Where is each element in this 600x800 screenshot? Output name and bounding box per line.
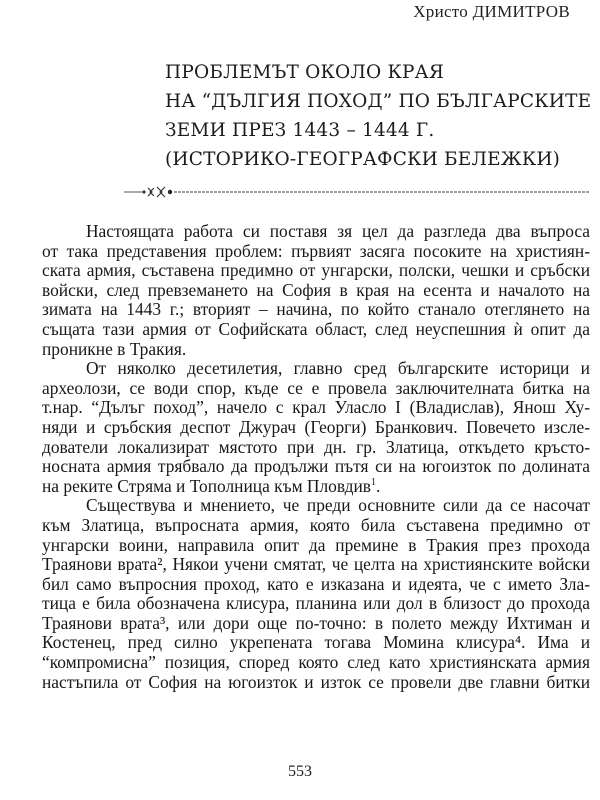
text-line: проникне в Тракия. bbox=[42, 338, 187, 359]
text-line: Траянови врата³, или дори още по-точно: в полето между Ихтиман и bbox=[42, 612, 590, 633]
text-line: От няколко десетилетия, главно сред българските историци и bbox=[86, 358, 590, 379]
text-line: Съществува и мнението, че преди основните сили да се насочат bbox=[86, 495, 590, 516]
title-line: (ИСТОРИКО-ГЕОГРАФСКИ БЕЛЕЖКИ) bbox=[165, 149, 561, 170]
text-line: войски, след превземането на София в края на есента и началото на bbox=[42, 279, 590, 300]
paragraph bbox=[42, 222, 590, 359]
text-line: от така представения проблем: първият засяга посоките на християн- bbox=[42, 240, 590, 261]
text-line: дователи локализират мястото при дн. гр. Златица, откъдето кръсто- bbox=[42, 436, 590, 457]
text-line-content: на реките Стряма и Тополница към Пловдив bbox=[42, 475, 372, 496]
article-title bbox=[165, 58, 592, 174]
page-number: 553 bbox=[288, 763, 312, 780]
text-line: тица е била обозначена клисура, планина или дол в близост до прохода bbox=[42, 593, 590, 614]
title-line: ЗЕМИ ПРЕЗ 1443 – 1444 Г. bbox=[165, 120, 435, 141]
text-line: ската армия, съставена предимно от унгарски, полски, чешки и сръбски bbox=[42, 260, 590, 281]
text-line: към Златица, въпросната армия, която била съставена предимно от bbox=[42, 514, 590, 535]
text-line: зимата на 1443 г.; вторият – начина, по който станало отеглянето на bbox=[42, 299, 590, 320]
text-line: носната армия трябвало да продължи пътя си на югоизток по долината bbox=[42, 456, 590, 477]
title-line: ПРОБЛЕМЪТ ОКОЛО КРАЯ bbox=[165, 62, 444, 83]
paragraph bbox=[42, 496, 590, 692]
text-line bbox=[42, 477, 590, 497]
ornament-rule-icon bbox=[124, 186, 590, 198]
article-body bbox=[42, 222, 590, 692]
text-line: Настоящата работа си поставя зя цел да разгледа два въпроса bbox=[86, 221, 590, 241]
text-line: археолози, се води спор, къде се е провела заключителната битка на bbox=[42, 377, 590, 398]
text-line: унгарски воини, направила опит да премине в Тракия през прохода bbox=[42, 534, 590, 555]
text-line: т.нар. “Дълъг поход”, начело с крал Уласло I (Владислав), Янош Ху- bbox=[42, 397, 590, 418]
text-line-suffix: . bbox=[376, 475, 381, 496]
text-line: Траянови врата², Някои учени смятат, че целта на християнските войски bbox=[42, 554, 590, 575]
paragraph bbox=[42, 359, 590, 496]
running-head-author: Христо ДИМИТРОВ bbox=[413, 2, 570, 21]
text-line: няди и сръбския деспот Джурач (Георги) Бранкович. Повечето изсле- bbox=[42, 416, 590, 437]
text-line: настъпила от София на югоизток и изток се провели две главни битки bbox=[42, 671, 590, 692]
text-line: бил само въпросния проход, като е изказана и идеята, че с името Зла- bbox=[42, 573, 590, 594]
title-line: НА “ДЪЛГИЯ ПОХОД” ПО БЪЛГАРСКИТЕ bbox=[165, 91, 592, 112]
text-line: Костенец, пред силно укрепената тогава Момина клисура⁴. Има и bbox=[42, 632, 590, 653]
text-line: “компромисна” позиция, според която след като християнската армия bbox=[42, 652, 590, 673]
footnote-ref: 1 bbox=[371, 476, 377, 488]
text-line: същата тази армия от Софийската област, след неуспешния ѝ опит да bbox=[42, 318, 590, 339]
